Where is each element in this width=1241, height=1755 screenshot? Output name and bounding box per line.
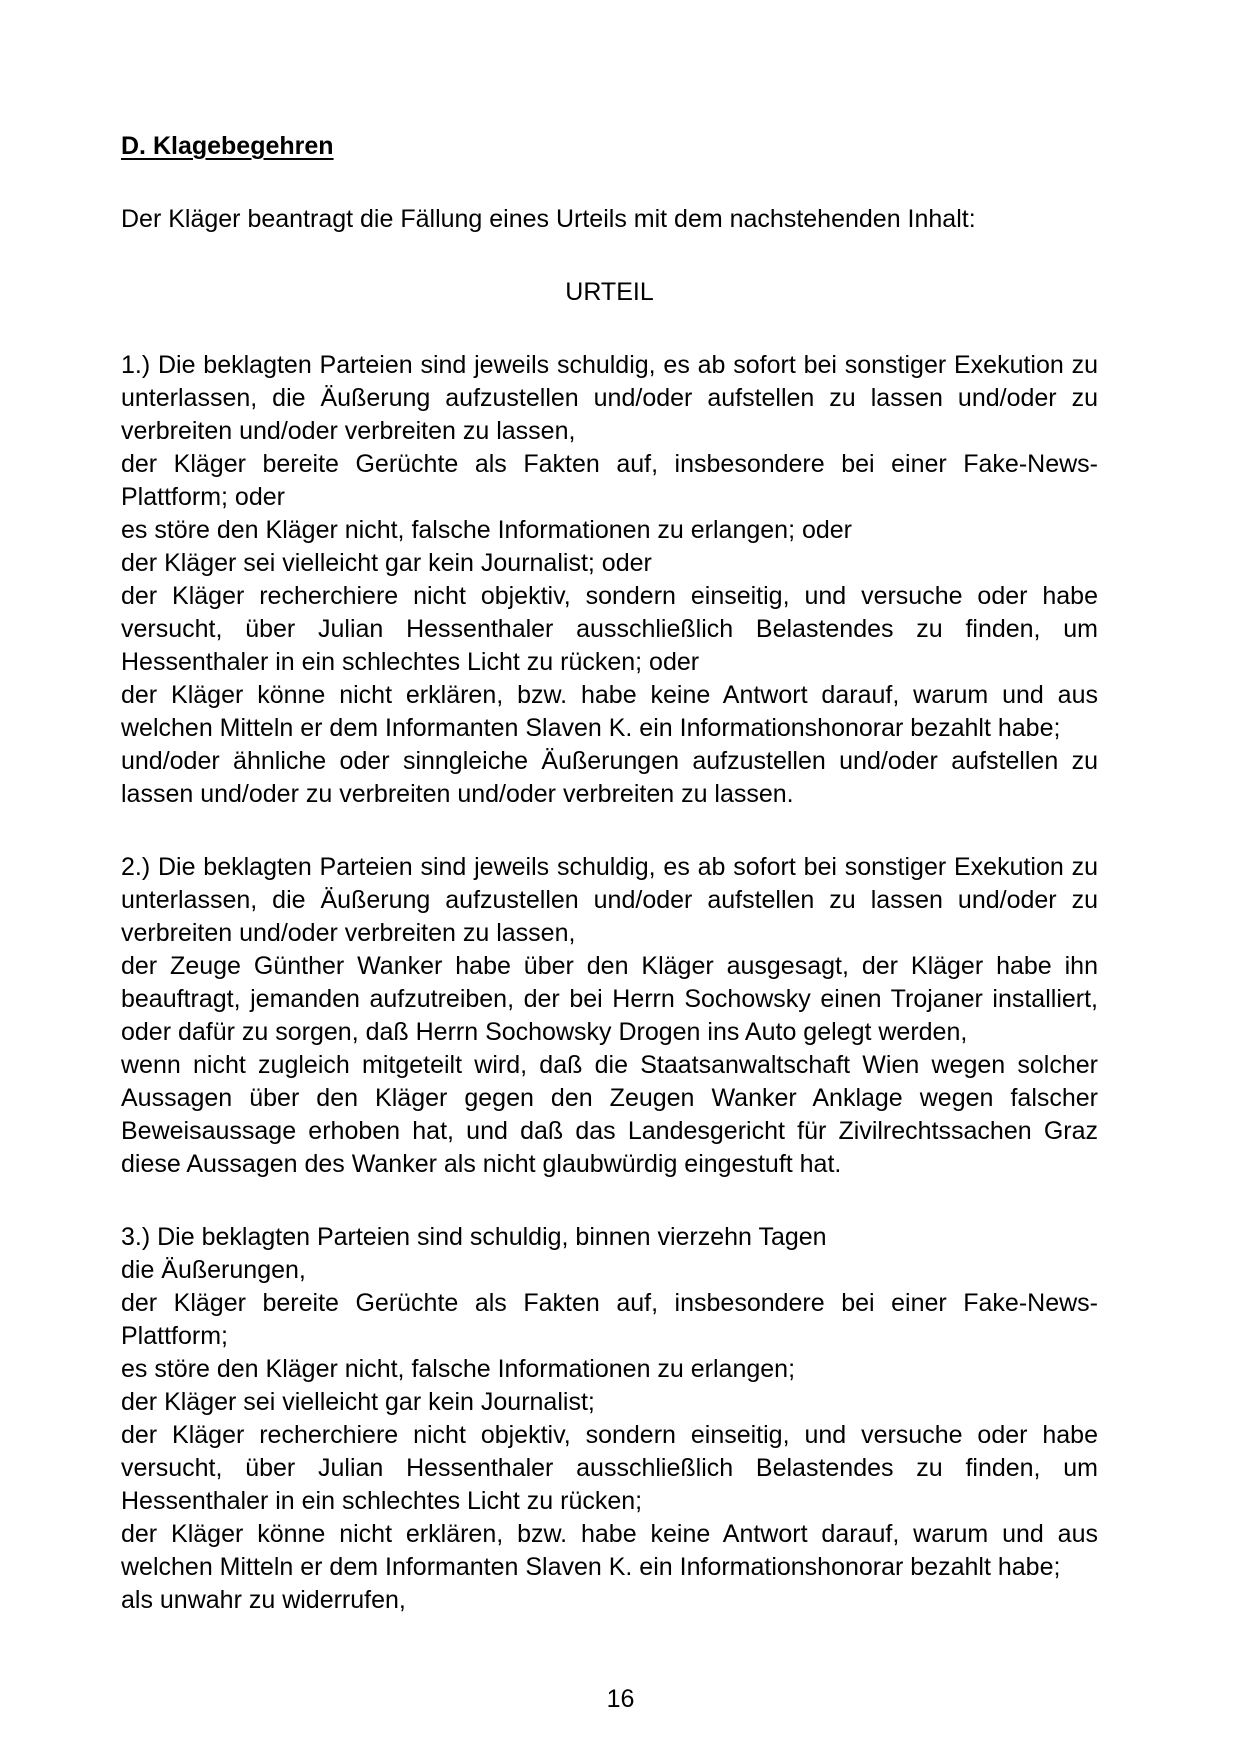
claim-clause: als unwahr zu widerrufen, [121,1586,406,1614]
claim-clause: 1.) Die beklagten Parteien sind jeweils schuldig, es ab sofort bei sonstiger Exekution zu unterlassen, die Äußerung aufzustellen und/oder aufstellen zu lassen und/oder zu verbreiten und/oder verbreiten zu lassen, [121,351,1098,445]
claim-sections [121,349,1098,1617]
verdict-title: URTEIL [565,278,654,306]
claim-clause: 2.) Die beklagten Parteien sind jeweils schuldig, es ab sofort bei sonstiger Exekution zu unterlassen, die Äußerung aufzustellen und/oder aufstellen zu lassen und/oder zu verbreiten und/oder verbreiten zu lassen, [121,853,1098,947]
claim-clause: der Kläger sei vielleicht gar kein Journalist; oder [121,549,652,577]
claim-section [121,851,1098,1181]
claim-clause: wenn nicht zugleich mitgeteilt wird, daß die Staatsanwaltschaft Wien wegen solcher Aussagen über den Kläger gegen den Zeugen Wanker Anklage wegen falscher Beweisaussage erhoben hat, und daß das Landesgericht für Zivilrechtssachen Graz diese Aussagen des Wanker als nicht glaubwürdig eingestuft hat. [121,1051,1098,1178]
claim-clause: der Kläger könne nicht erklären, bzw. habe keine Antwort darauf, warum und aus welchen Mitteln er dem Informanten Slaven K. ein Informationshonorar bezahlt habe; [121,681,1098,742]
section-heading: D. Klagebegehren [121,132,334,160]
claim-clause: der Kläger könne nicht erklären, bzw. habe keine Antwort darauf, warum und aus welchen Mitteln er dem Informanten Slaven K. ein Informationshonorar bezahlt habe; [121,1520,1098,1581]
claim-clause: der Kläger bereite Gerüchte als Fakten auf, insbesondere bei einer Fake-News-Plattform; [121,1289,1098,1350]
claim-section [121,1221,1098,1617]
claim-clause: der Kläger recherchiere nicht objektiv, sondern einseitig, und versuche oder habe versucht, über Julian Hessenthaler ausschließlich Belastendes zu finden, um Hessenthaler in ein schlechtes Licht zu rücken; [121,1421,1098,1515]
claim-clause: der Zeuge Günther Wanker habe über den Kläger ausgesagt, der Kläger habe ihn beauftragt, jemanden aufzutreiben, der bei Herrn Sochowsky einen Trojaner installiert, oder dafür zu sorgen, daß Herrn Sochowsky Drogen ins Auto gelegt werden, [121,952,1098,1046]
claim-clause: es störe den Kläger nicht, falsche Informationen zu erlangen; oder [121,516,852,544]
claim-clause: und/oder ähnliche oder sinngleiche Äußerungen aufzustellen und/oder aufstellen zu lassen und/oder zu verbreiten und/oder verbreiten zu lassen. [121,747,1098,808]
claim-clause: es störe den Kläger nicht, falsche Informationen zu erlangen; [121,1355,796,1383]
claim-clause: 3.) Die beklagten Parteien sind schuldig, binnen vierzehn Tagen [121,1223,827,1251]
claim-clause: der Kläger recherchiere nicht objektiv, sondern einseitig, und versuche oder habe versucht, über Julian Hessenthaler ausschließlich Belastendes zu finden, um Hessenthaler in ein schlechtes Licht zu rücken; oder [121,582,1098,676]
claim-section [121,349,1098,811]
claim-clause: der Kläger bereite Gerüchte als Fakten auf, insbesondere bei einer Fake-News-Plattform; oder [121,450,1098,511]
claim-clause: der Kläger sei vielleicht gar kein Journalist; [121,1388,595,1416]
intro-paragraph: Der Kläger beantragt die Fällung eines Urteils mit dem nachstehenden Inhalt: [121,205,976,233]
page-number: 16 [606,1685,635,1713]
claim-clause: die Äußerungen, [121,1256,306,1284]
